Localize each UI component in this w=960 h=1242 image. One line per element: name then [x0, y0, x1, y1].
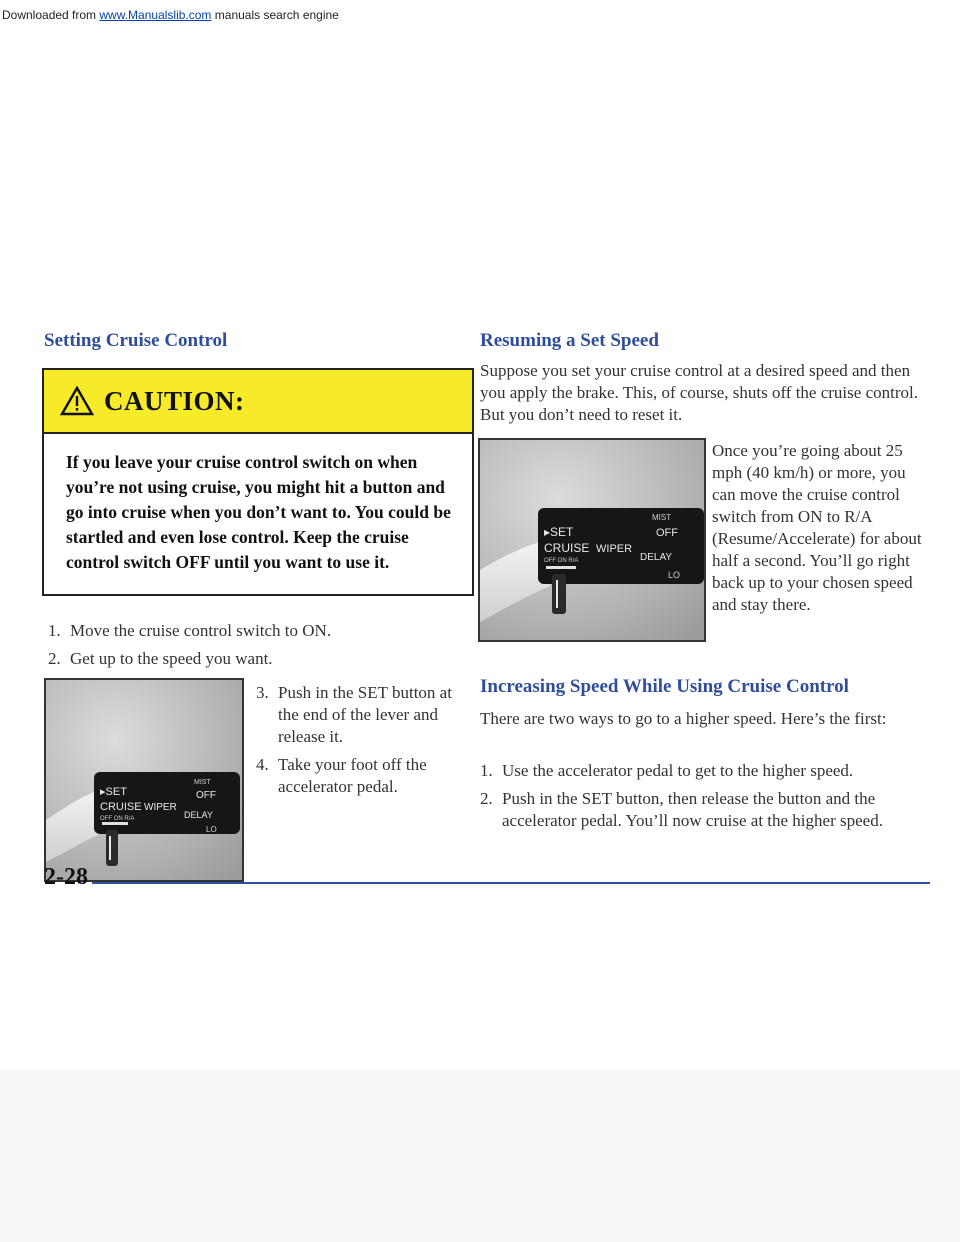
lever-set-label: ▸SET — [100, 786, 127, 798]
caution-box — [42, 368, 474, 596]
lever-wiper-label: WIPER — [596, 543, 633, 555]
page-number: 2-28 — [44, 864, 88, 890]
lever-cruise-label: CRUISE — [544, 541, 590, 555]
list-text: Get up to the speed you want. — [70, 649, 273, 668]
lever-cruise-label: CRUISE — [100, 801, 142, 813]
lever-off-label: OFF — [196, 790, 216, 801]
list-number: 1. — [48, 621, 61, 640]
download-banner — [2, 8, 339, 22]
lever-lo-label: LO — [206, 825, 217, 834]
resuming-speed-heading: Resuming a Set Speed — [480, 330, 659, 351]
lever-delay-label: DELAY — [184, 810, 213, 820]
lever-lo-label: LO — [668, 570, 681, 580]
lever-mist-label: MIST — [194, 779, 211, 786]
list-text: Use the accelerator pedal to get to the higher speed. — [502, 761, 854, 780]
list-number: 4. — [256, 755, 269, 774]
list-text: Push in the SET button, then release the button and the accelerator pedal. You’ll now cruise at the higher speed. — [502, 789, 883, 830]
lever-offonra-label: OFF ON R/A — [100, 816, 135, 822]
resume-instructions-paragraph: Once you’re going about 25 mph (40 km/h) or more, you can move the cruise control switch from ON to R/A (Resume/Accelerate) for about half a second. You’ll go right back up to your chosen speed and stay there. — [712, 441, 922, 614]
increasing-paragraph: There are two ways to go to a higher speed. Here’s the first: — [480, 709, 887, 728]
lever-mist-label: MIST — [652, 513, 672, 522]
cruise-lever-photo-ra — [478, 438, 706, 642]
setting-cruise-heading: Setting Cruise Control — [44, 330, 228, 351]
resuming-paragraph: Suppose you set your cruise control at a desired speed and then you apply the brake. This, of course, shuts off the cruise control. But you don’t need to reset it. — [480, 361, 918, 424]
lever-off-label: OFF — [656, 527, 678, 539]
manualslib-link[interactable]: www.Manualslib.com — [99, 8, 212, 22]
lever-offonra-label: OFF ON R/A — [544, 558, 579, 564]
cruise-lever-illustration — [46, 680, 242, 880]
list-text: Push in the SET button at the end of the lever and release it. — [278, 683, 452, 746]
bottom-margin-area — [0, 1070, 960, 1242]
lever-delay-label: DELAY — [640, 552, 673, 563]
list-number: 1. — [480, 761, 493, 780]
cruise-lever-photo — [44, 678, 244, 882]
list-text: Take your foot off the accelerator pedal. — [278, 755, 427, 796]
list-number: 3. — [256, 683, 269, 702]
warning-triangle-icon — [60, 386, 94, 416]
caution-text: If you leave your cruise control switch on when you’re not using cruise, you might hit a button and go into cruise when you don’t want to. You could be startled and even lose control. Keep the cruise control switch OFF until you want to use it. — [66, 452, 451, 572]
banner-suffix: manuals search engine — [211, 8, 339, 22]
increasing-speed-heading: Increasing Speed While Using Cruise Control — [480, 676, 849, 697]
cruise-lever-illustration-ra — [480, 440, 704, 640]
list-number: 2. — [48, 649, 61, 668]
caution-title: CAUTION: — [104, 385, 245, 416]
lever-wiper-label: WIPER — [144, 802, 177, 813]
caution-bar — [44, 370, 472, 434]
list-text: Move the cruise control switch to ON. — [70, 621, 332, 640]
footer-rule — [92, 882, 930, 884]
lever-set-label: ▸SET — [544, 525, 574, 539]
banner-prefix: Downloaded from — [2, 8, 100, 22]
list-number: 2. — [480, 789, 493, 808]
